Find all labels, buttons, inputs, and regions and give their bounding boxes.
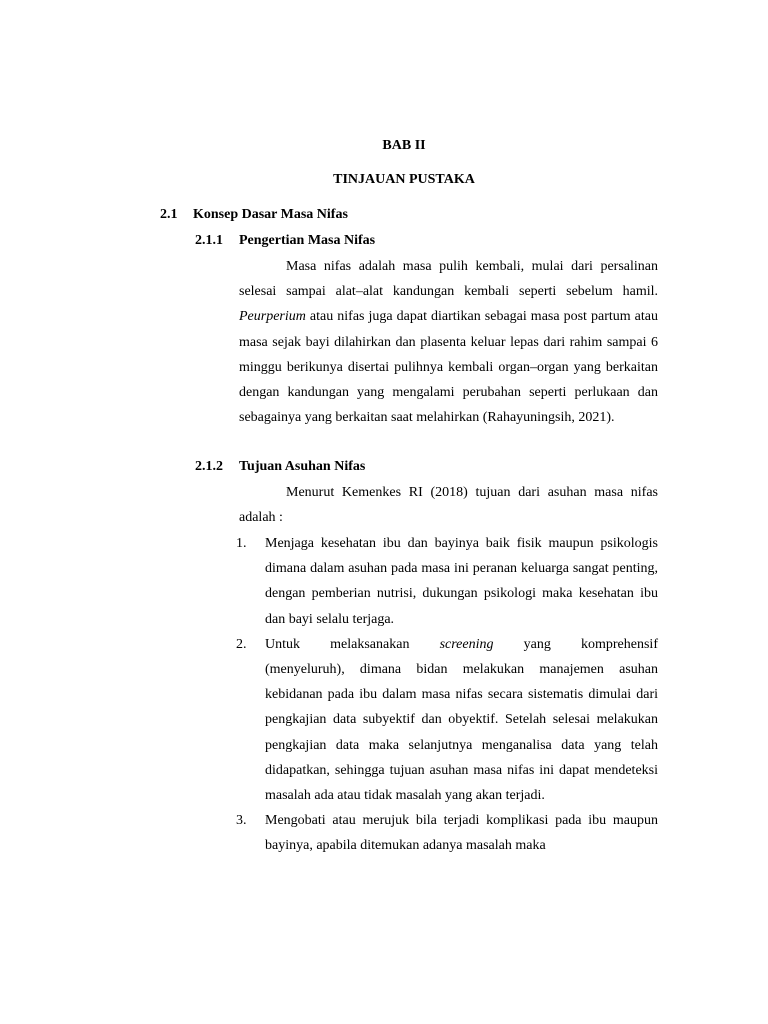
list-marker: 2. xyxy=(236,636,247,652)
goals-intro-paragraph: Menurut Kemenkes RI (2018) tujuan dari asuhan masa nifas adalah : xyxy=(239,485,658,526)
list-item-text: Mengobati atau merujuk bila terjadi komplikasi pada ibu maupun bayinya, apabila ditemukan adanya masalah maka xyxy=(265,813,658,854)
list-item xyxy=(236,808,658,858)
subsection-heading-1 xyxy=(195,233,375,249)
list-item-italic-term: screening xyxy=(439,636,494,652)
section-heading xyxy=(160,207,348,223)
section-title: Konsep Dasar Masa Nifas xyxy=(193,207,348,222)
chapter-label: BAB II xyxy=(382,138,426,153)
goals-list xyxy=(236,531,658,859)
list-item-first-line xyxy=(265,632,658,657)
list-item-word: komprehensif xyxy=(581,636,658,652)
list-item-text: (menyeluruh), dimana bidan melakukan manajemen asuhan kebidanan pada ibu dalam masa nifas secara sistematis dimulai dari pengkajian data subyektif dan obyektif. Setelah selesai melakukan pengkajian data maka selanjutnya menganalisa data yang telah didapatkan, sehingga tujuan asuhan masa nifas ini dapat mendeteksi masalah ada atau tidak masalah yang akan terjadi. xyxy=(265,662,658,804)
chapter-title: TINJAUAN PUSTAKA xyxy=(333,172,475,187)
list-item-word: melaksanakan xyxy=(330,636,410,652)
definition-paragraph xyxy=(239,254,658,430)
list-item-word: Untuk xyxy=(265,636,300,652)
definition-italic-term: Peurperium xyxy=(239,309,306,325)
subsection-heading-2 xyxy=(195,459,365,475)
list-item xyxy=(236,531,658,632)
section-number: 2.1 xyxy=(160,207,178,222)
subsection-number-2: 2.1.2 xyxy=(195,459,223,474)
subsection-number-1: 2.1.1 xyxy=(195,233,223,248)
list-item-word: yang xyxy=(523,636,551,652)
subsection-title-2: Tujuan Asuhan Nifas xyxy=(239,459,366,474)
list-marker: 1. xyxy=(236,536,247,551)
definition-text-end: atau nifas juga dapat diartikan sebagai masa post partum atau masa sejak bayi dilahirkan dan plasenta keluar lepas dari rahim sampai 6 minggu berikunya disertai pulihnya kembali organ–organ yang berkaitan dengan kandungan yang mengalami perubahan seperti perlukaan dan sebagainya yang berkaitan saat melahirkan (Rahayuningsih, 2021). xyxy=(239,309,658,426)
list-item-text: Menjaga kesehatan ibu dan bayinya baik fisik maupun psikologis dimana dalam asuhan pada masa ini peranan keluarga sangat penting, dengan pemberian nutrisi, dukungan psikologi maka kesehatan ibu dan bayi selalu terjaga. xyxy=(265,536,658,627)
list-item xyxy=(236,632,658,808)
subsection-title-1: Pengertian Masa Nifas xyxy=(239,233,376,248)
list-marker: 3. xyxy=(236,813,247,829)
definition-text-start: Masa nifas adalah masa pulih kembali, mulai dari persalinan selesai sampai alat–alat kandungan kembali seperti sebelum hamil. xyxy=(239,259,658,300)
